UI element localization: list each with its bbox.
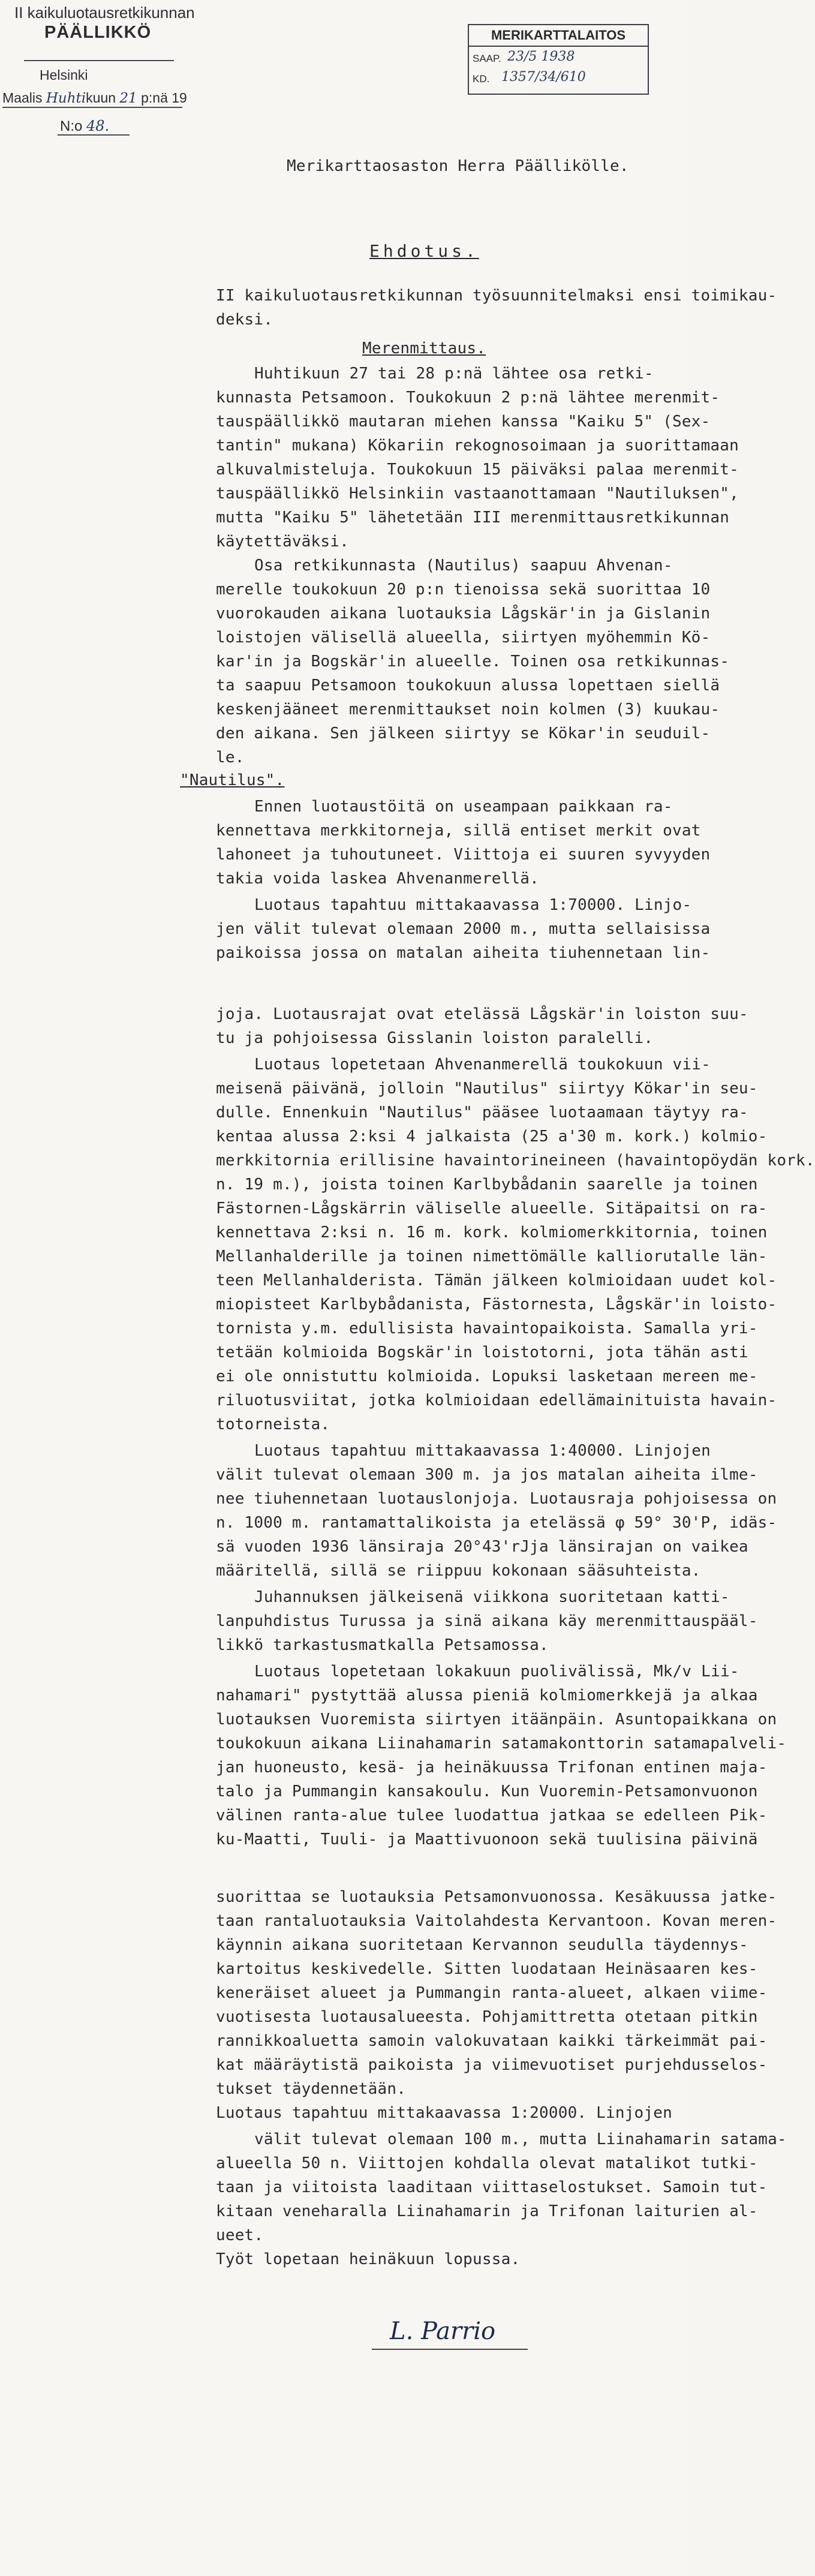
body-line: merelle toukokuun 20 p:n tienoissa sekä suorittaa 10 bbox=[216, 581, 711, 599]
date-mid: kuun bbox=[86, 90, 116, 106]
body-line: le. bbox=[216, 749, 245, 767]
intro-line: II kaikuluotausretkikunnan työsuunnitelmaksi ensi toimikau- bbox=[216, 287, 777, 305]
body-line: meisenä päivänä, jolloin "Nautilus" siirtyy Kökar'in seu- bbox=[216, 1080, 758, 1098]
section-title-nautilus: "Nautilus". bbox=[180, 771, 285, 789]
body-line: taan rantaluotauksia Vaitolahdesta Kervantoon. Kovan meren- bbox=[216, 1912, 777, 1930]
body-line: alkuvalmisteluja. Toukokuun 15 päiväksi palaa merenmit- bbox=[216, 461, 739, 479]
body-line: kennettava 2:ksi n. 16 m. kork. kolmiomerkkitornia, toinen bbox=[216, 1224, 768, 1242]
recipient-line: Merikarttaosaston Herra Päällikölle. bbox=[287, 157, 629, 175]
body-line: vuotisesta luotausalueesta. Pohjamittretta otetaan pitkin bbox=[216, 2008, 758, 2026]
letterhead-city: Helsinki bbox=[40, 67, 88, 83]
letterhead-org: II kaikuluotausretkikunnan bbox=[14, 4, 195, 22]
body-line: nahamari" pystyttää alussa pieniä kolmiomerkkejä ja alkaa bbox=[216, 1687, 758, 1705]
body-line: loistojen välisellä alueella, siirtyen myöhemmin Kö- bbox=[216, 629, 711, 647]
body-line: kennettava merkkitorneja, sillä entiset merkit ovat bbox=[216, 822, 701, 840]
body-line: tukset täydennetään. bbox=[216, 2080, 407, 2098]
date-prefix: Maalis bbox=[2, 90, 43, 106]
intro-line: deksi. bbox=[216, 311, 273, 329]
section-title-merenmittaus: Merenmittaus. bbox=[362, 339, 486, 357]
letterhead bbox=[0, 0, 198, 144]
body-line: Luotaus lopetetaan lokakuun puolivälissä, Mk/v Lii- bbox=[254, 1663, 739, 1681]
letterhead-rule bbox=[24, 60, 174, 61]
body-line: riluotusviitat, jotka kolmioidaan edellämainituista havain- bbox=[216, 1391, 777, 1409]
body-line: den aikana. Sen jälkeen siirtyy se Kökar'in seuduil- bbox=[216, 725, 711, 743]
body-line: paikoissa jossa on matalan aiheita tiuhennetaan lin- bbox=[216, 944, 711, 962]
body-line: tornista y.m. edullisista havaintopaikoista. Samalla yri- bbox=[216, 1319, 758, 1337]
letterhead-title: PÄÄLLIKKÖ bbox=[44, 23, 152, 42]
stamp-title: MERIKARTTALAITOS bbox=[469, 28, 648, 47]
body-line: dulle. Ennenkuin "Nautilus" pääsee luotaamaan täytyy ra- bbox=[216, 1104, 748, 1122]
letterhead-date bbox=[2, 90, 187, 106]
stamp-kd-value: 1357/34/610 bbox=[501, 70, 586, 85]
signature-text: L. Parrio bbox=[390, 2318, 496, 2345]
body-line: rannikkoaluetta samoin valokuvataan kaikki tärkeimmät pai- bbox=[216, 2032, 768, 2050]
body-line: tu ja pohjoisessa Gisslanin loiston paralelli. bbox=[216, 1029, 654, 1047]
body-line: välinen ranta-alue tulee luodattua jatkaa se edelleen Pik- bbox=[216, 1806, 768, 1824]
body-line: kentaa alussa 2:ksi 4 jalkaista (25 a'30 m. kork.) kolmio- bbox=[216, 1128, 768, 1146]
body-line: välit tulevat olemaan 100 m., mutta Liinahamarin satama- bbox=[254, 2130, 787, 2148]
body-line: ta saapuu Petsamoon toukokuun alussa lopettaen siellä bbox=[216, 677, 720, 695]
date-rule bbox=[2, 107, 182, 108]
body-line: tauspäällikkö Helsinkiin vastaanottamaan "Nautiluksen", bbox=[216, 485, 739, 503]
signature bbox=[372, 2315, 552, 2357]
body-line: lahoneet ja tuhoutuneet. Viittoja ei suuren syvyyden bbox=[216, 846, 711, 864]
body-line: vuorokauden aikana luotauksia Lågskär'in ja Gislanin bbox=[216, 605, 711, 623]
body-line: Fästornen-Lågskärrin väliselle alueelle. Sitäpaitsi on ra- bbox=[216, 1200, 768, 1218]
body-line: ueet. bbox=[216, 2226, 264, 2244]
body-line: suorittaa se luotauksia Petsamonvuonossa. Kesäkuussa jatke- bbox=[216, 1888, 777, 1906]
body-line: jen välit tulevat olemaan 2000 m., mutta sellaisissa bbox=[216, 920, 711, 938]
body-line: Ennen luotaustöitä on useampaan paikkaan ra- bbox=[254, 798, 673, 816]
body-line: nee tiuhennetaan luotauslonjoja. Luotausraja pohjoisessa on bbox=[216, 1490, 777, 1508]
body-line: käytettäväksi. bbox=[216, 533, 349, 551]
body-line: välit tulevat olemaan 300 m. ja jos matalan aiheita ilme- bbox=[216, 1466, 758, 1484]
body-line: Luotaus tapahtuu mittakaavassa 1:40000. Linjojen bbox=[254, 1442, 711, 1460]
body-line: teen Mellanhalderista. Tämän jälkeen kolmioidaan uudet kol- bbox=[216, 1272, 777, 1289]
body-line: jan huoneusto, kesä- ja heinäkuussa Trifonan entinen maja- bbox=[216, 1759, 768, 1777]
body-line: alueella 50 n. Viittojen kohdalla olevat matalikot tutki- bbox=[216, 2154, 758, 2172]
body-line: merkkitornia erillisine havaintorineineen (havaintopöydän kork. bbox=[216, 1152, 815, 1170]
body-line: määritellä, sillä se riippuu kokonaan sääsuhteista. bbox=[216, 1562, 701, 1580]
body-line: sä vuoden 1936 länsiraja 20°43'rJja länsirajan on vaikea bbox=[216, 1538, 748, 1556]
body-line: miopisteet Karlbybådanista, Fästornesta, Lågskär'in loisto- bbox=[216, 1295, 777, 1313]
body-line: kunnasta Petsamoon. Toukokuun 2 p:nä lähtee merenmit- bbox=[216, 389, 720, 407]
body-line: takia voida laskea Ahvenanmerellä. bbox=[216, 870, 540, 888]
body-line: n. 19 m.), joista toinen Karlbybådanin saarelle ja toinen bbox=[216, 1176, 758, 1194]
body-line: ku-Maatti, Tuuli- ja Maattivuonoon sekä tuulisina päivinä bbox=[216, 1830, 758, 1848]
body-line: Huhtikuun 27 tai 28 p:nä lähtee osa retki- bbox=[254, 365, 654, 383]
body-line: talo ja Pummangin kansakoulu. Kun Vuoremin-Petsamonvuonon bbox=[216, 1783, 758, 1801]
body-line: Juhannuksen jälkeisenä viikkona suoritetaan katti- bbox=[254, 1588, 730, 1606]
body-line: Mellanhalderille ja toinen nimettömälle kalliorutalle län- bbox=[216, 1248, 768, 1266]
number-rule bbox=[58, 134, 130, 136]
body-line: käynnin aikana suoritetaan Kervannon seudulla täydennys- bbox=[216, 1936, 748, 1954]
body-line: Luotaus tapahtuu mittakaavassa 1:20000. Linjojen bbox=[216, 2104, 672, 2122]
body-line: totorneista. bbox=[216, 1415, 330, 1433]
body-line: keskenjääneet merenmittaukset noin kolmen (3) kuukau- bbox=[216, 701, 720, 719]
body-line: joja. Luotausrajat ovat etelässä Lågskär'in loiston suu- bbox=[216, 1005, 748, 1023]
received-stamp bbox=[468, 24, 649, 95]
letterhead-number bbox=[60, 118, 109, 135]
date-suffix: p:nä 19 bbox=[141, 90, 187, 106]
number-prefix: N:o bbox=[60, 118, 83, 134]
body-line: Työt lopetaan heinäkuun lopussa. bbox=[216, 2250, 521, 2268]
body-line: ei ole onnistuttu kolmioida. Lopuksi lasketaan mereen me- bbox=[216, 1367, 758, 1385]
body-line: toukokuun aikana Liinahamarin satamakonttorin satamapalveli- bbox=[216, 1735, 787, 1753]
stamp-kd-label: KD. bbox=[473, 73, 490, 85]
body-line: taan ja viitoista laaditaan viittaselostukset. Samoin tut- bbox=[216, 2178, 768, 2196]
body-line: likkö tarkastusmatkalla Petsamossa. bbox=[216, 1636, 549, 1654]
body-line: Luotaus tapahtuu mittakaavassa 1:70000. Linjo- bbox=[254, 896, 692, 914]
body-line: kitaan veneharalla Liinahamarin ja Trifonan laiturien al- bbox=[216, 2202, 758, 2220]
number-value: 48. bbox=[86, 118, 110, 134]
stamp-saap-label: SAAP. bbox=[473, 53, 501, 64]
signature-rule bbox=[372, 2349, 528, 2350]
body-line: Osa retkikunnasta (Nautilus) saapuu Ahvenan- bbox=[254, 557, 673, 575]
date-day-handwritten: 21 bbox=[119, 91, 137, 106]
body-line: tauspäällikkö mautaran miehen kanssa "Kaiku 5" (Sex- bbox=[216, 413, 711, 431]
body-line: luotauksen Vuoremista siirtyen itäänpäin. Asuntopaikkana on bbox=[216, 1711, 777, 1729]
body-line: kartoitus keskivedelle. Sitten luodataan Heinäsaaren kes- bbox=[216, 1960, 758, 1978]
body-line: kar'in ja Bogskär'in alueelle. Toinen osa retkikunnas- bbox=[216, 653, 730, 671]
body-line: tantin" mukana) Kökariin rekognosoimaan ja suorittamaan bbox=[216, 437, 739, 455]
body-line: keneräiset alueet ja Pummangin ranta-alueet, alkaen viime- bbox=[216, 1984, 768, 2002]
body-line: tetään kolmioida Bogskär'in loistotorni, jota tähän asti bbox=[216, 1343, 748, 1361]
body-line: kat määräytistä paikoista ja viimevuotiset purjehdusselos- bbox=[216, 2056, 768, 2074]
body-line: mutta "Kaiku 5" lähetetään III merenmittausretkikunnan bbox=[216, 509, 730, 527]
date-month-handwritten: Huhti bbox=[46, 91, 86, 106]
body-line: lanpuhdistus Turussa ja sinä aikana käy merenmittauspääl- bbox=[216, 1612, 758, 1630]
body-line: n. 1000 m. rantamattalikoista ja etelässä φ 59° 30'P, idäs- bbox=[216, 1514, 777, 1532]
body-line: Luotaus lopetetaan Ahvenanmerellä toukokuun vii- bbox=[254, 1056, 711, 1074]
stamp-saap-value: 23/5 1938 bbox=[507, 49, 575, 64]
document-heading: Ehdotus. bbox=[369, 241, 479, 261]
